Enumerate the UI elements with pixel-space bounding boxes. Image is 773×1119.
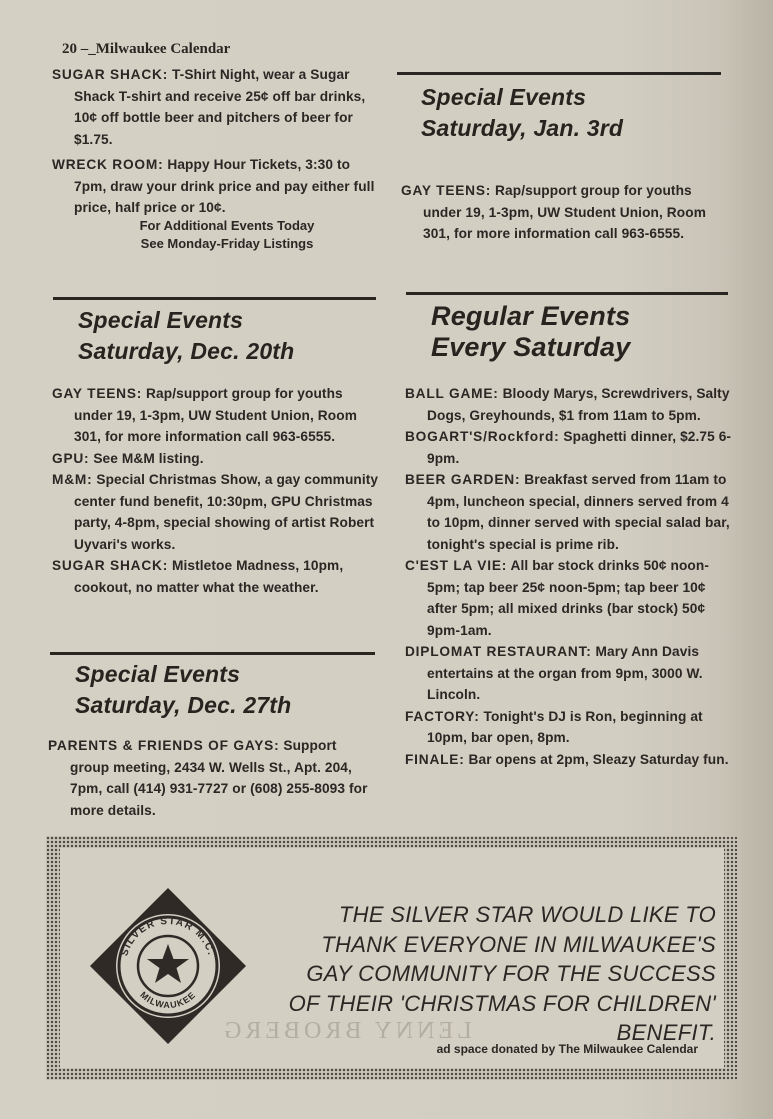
listing-entry [52, 555, 385, 598]
listing-text: Happy Hour Tickets, 3:30 to 7pm, draw your drink price and pay either full price, half price or 10¢. [74, 157, 375, 215]
ad-inner [60, 848, 724, 1068]
ad-credit: ad space donated by The Milwaukee Calendar [436, 1042, 698, 1056]
listing-text: T-Shirt Night, wear a Sugar Shack T-shirt and receive 25¢ off bar drinks, 10¢ off bottle beer and pitchers of beer for $1.75. [74, 67, 366, 147]
listing-entry [52, 383, 385, 448]
ad-line: GAY COMMUNITY FOR THE SUCCESS [306, 961, 716, 986]
listing-entry [48, 735, 378, 821]
listing-text: Support group meeting, 2434 W. Wells St., Apt. 204, 7pm, call (414) 931-7727 or (608) 255-8093 for more details. [70, 738, 368, 818]
venue-name: M&M: [52, 472, 93, 487]
listing-entry [405, 469, 733, 555]
listing-text: Bloody Marys, Screwdrivers, Salty Dogs, Greyhounds, $1 from 11am to 5pm. [427, 386, 730, 423]
section-rule [53, 297, 376, 300]
logo-top-text: SILVER STAR M.C. [119, 915, 217, 958]
listing-text: Rap/support group for youths under 19, 1-3pm, UW Student Union, Room 301, for more information call 963-6555. [74, 386, 357, 444]
listing-entry [405, 383, 733, 426]
listing-text: See M&M listing. [89, 450, 204, 466]
section-rule [50, 652, 375, 655]
section-title-regular [431, 301, 630, 363]
listing-entry [405, 706, 733, 749]
listing-text: Bar opens at 2pm, Sleazy Saturday fun. [464, 751, 729, 767]
listing-text: Special Christmas Show, a gay community center fund benefit, 10:30pm, GPU Christmas party, 4-8pm, special showing of artist Robert Uyvari's works. [74, 472, 379, 552]
venue-name: C'EST LA VIE: [405, 558, 508, 573]
venue-name: PARENTS & FRIENDS OF GAYS: [48, 738, 280, 753]
ad-line: THE SILVER STAR WOULD LIKE TO [338, 902, 716, 927]
section-title-dec27 [75, 659, 291, 721]
listing-entry [405, 426, 733, 469]
title-line: Special Events [78, 307, 244, 333]
listing-text: Breakfast served from 11am to 4pm, luncheon special, dinners served from 4 to 10pm, dinner served with special salad bar, tonight's special is prime rib. [427, 472, 730, 552]
venue-name: BEER GARDEN: [405, 472, 521, 487]
ad-line: BENEFIT. [616, 1020, 716, 1045]
title-line: Saturday, Dec. 27th [75, 692, 292, 718]
regular-listings [405, 383, 733, 770]
logo-bottom-text: MILWAUKEE [138, 989, 198, 1011]
listing-text: Mary Ann Davis entertains at the organ from 9pm, 3000 W. Lincoln. [427, 644, 703, 702]
venue-name: BALL GAME: [405, 386, 499, 401]
title-line: Special Events [75, 661, 241, 687]
venue-name: GPU: [52, 450, 90, 466]
listing-entry [401, 180, 731, 245]
title-line: Special Events [421, 84, 587, 110]
title-line: Every Saturday [431, 332, 631, 362]
jan3-listings [401, 180, 731, 245]
title-line: Regular Events [431, 301, 631, 331]
listing-entry [405, 749, 733, 771]
note-line: For Additional Events Today [139, 218, 315, 233]
listing-entry [405, 555, 733, 641]
dec20-listings [52, 383, 385, 598]
listing-text: Tonight's DJ is Ron, beginning at 10pm, bar open, 8pm. [427, 708, 703, 745]
listing-text: All bar stock drinks 50¢ noon-5pm; tap beer 25¢ noon-5pm; tap beer 10¢ after 5pm; all mixed drinks (bar stock) 50¢ 9pm-1am. [427, 558, 709, 638]
venue-name: SUGAR SHACK: [52, 558, 169, 573]
venue-name: DIPLOMAT RESTAURANT: [405, 644, 592, 659]
listing-entry [52, 64, 382, 150]
venue-name: BOGART'S/Rockford: [405, 429, 560, 444]
listing-entry [52, 154, 382, 219]
listing-entry [405, 641, 733, 706]
ad-message [230, 900, 716, 1048]
listing-entry [52, 469, 385, 555]
listing-text: Spaghetti dinner, $2.75 6-9pm. [427, 429, 732, 466]
venue-name: FINALE: [405, 751, 465, 767]
ad-line: THANK EVERYONE IN MILWAUKEE'S [321, 931, 716, 957]
silver-star-ad [46, 836, 738, 1080]
venue-name: FACTORY: [405, 708, 480, 724]
page-header: 20 –_Milwaukee Calendar [62, 41, 231, 57]
ad-line: OF THEIR 'CHRISTMAS FOR CHILDREN' [288, 990, 716, 1016]
venue-name: GAY TEENS: [52, 386, 143, 401]
listing-entry [52, 448, 385, 470]
venue-name: WRECK ROOM: [52, 157, 164, 172]
additional-events-note [92, 217, 362, 253]
mirrored-bleedthrough-text: LENNY BROBERG [220, 1018, 472, 1044]
venue-name: SUGAR SHACK: [52, 67, 169, 82]
section-rule [397, 72, 721, 75]
dec27-listings [48, 735, 378, 821]
venue-name: GAY TEENS: [401, 183, 492, 198]
listing-text: Rap/support group for youths under 19, 1-3pm, UW Student Union, Room 301, for more information call 963-6555. [423, 183, 706, 241]
section-title-jan3 [421, 82, 623, 144]
title-line: Saturday, Jan. 3rd [421, 115, 624, 141]
title-line: Saturday, Dec. 20th [78, 338, 295, 364]
section-title-dec20 [78, 305, 294, 367]
listing-text: Mistletoe Madness, 10pm, cookout, no matter what the weather. [74, 558, 344, 595]
note-line: See Monday-Friday Listings [140, 236, 314, 251]
section-rule [406, 292, 728, 295]
left-top-listings [52, 64, 382, 219]
